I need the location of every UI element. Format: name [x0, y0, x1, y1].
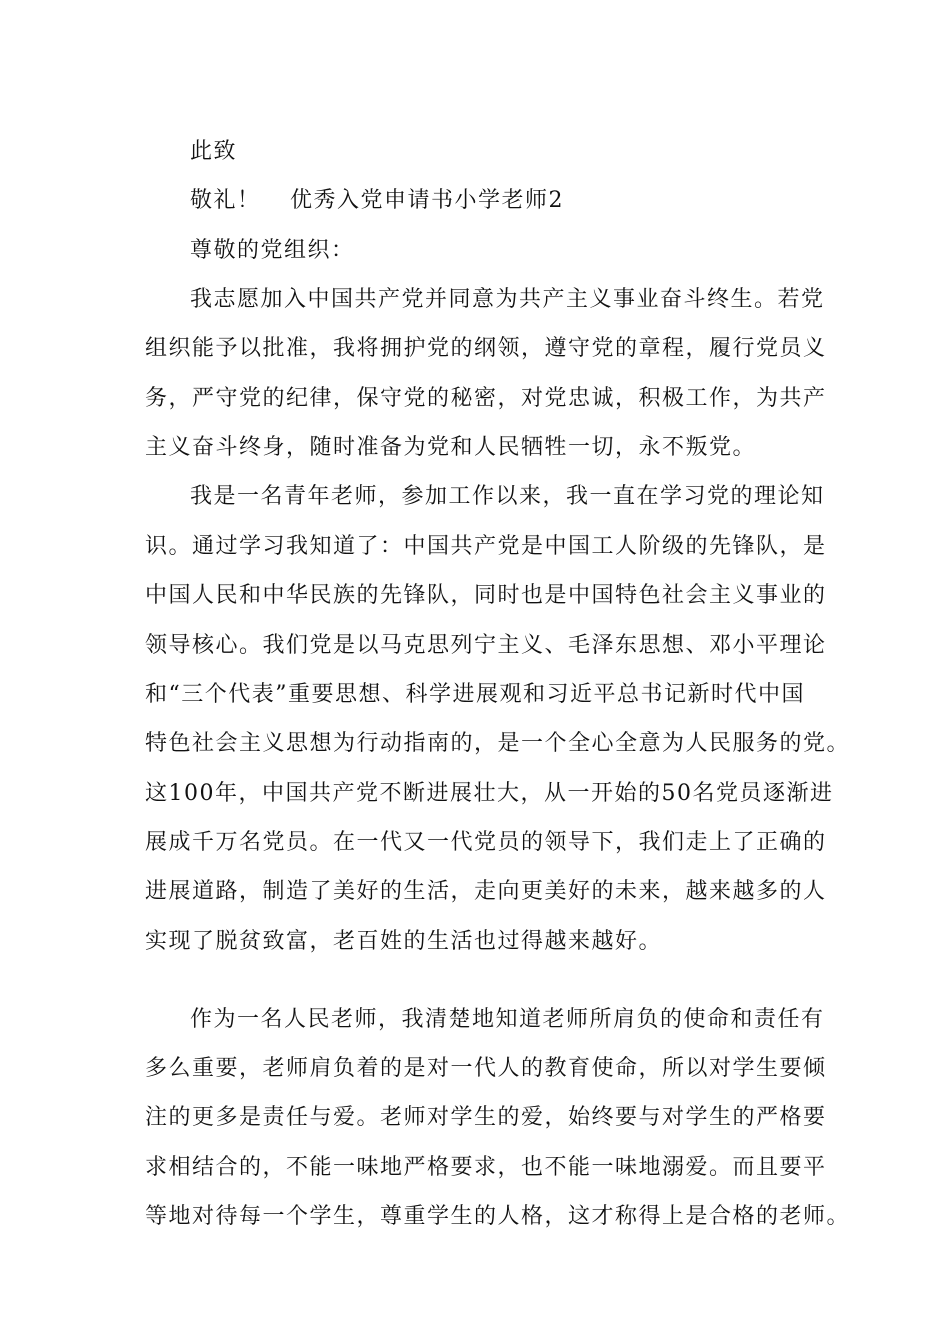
salutation: 尊敬的党组织：	[190, 238, 355, 263]
paragraph-line: 进展道路，制造了美好的生活，走向更美好的未来，越来越多的人	[145, 879, 827, 904]
closing-heading-line	[0, 181, 950, 221]
paragraph-line: 中国人民和中华民族的先锋队，同时也是中国特色社会主义事业的	[145, 583, 827, 608]
document-heading: 优秀入党申请书小学老师2	[290, 188, 564, 213]
paragraph-line: 实现了脱贫致富，老百姓的生活也过得越来越好。	[145, 929, 663, 954]
paragraph-line: 注的更多是责任与爱。老师对学生的爱，始终要与对学生的严格要	[145, 1105, 827, 1130]
paragraph-line: 等地对待每一个学生，尊重学生的人格，这才称得上是合格的老师。	[145, 1204, 851, 1229]
paragraph-line: 多么重要，老师肩负着的是对一代人的教育使命，所以对学生要倾	[145, 1056, 827, 1081]
closing-jingli: 敬礼！	[190, 188, 261, 213]
paragraph-line: 主义奋斗终身，随时准备为党和人民牺牲一切，永不叛党。	[145, 435, 757, 460]
closing-zhici: 此致	[190, 139, 238, 164]
paragraph-line: 这100年，中国共产党不断进展壮大，从一开始的50名党员逐渐进	[145, 781, 834, 806]
closing-line	[0, 132, 950, 172]
paragraph-line: 组织能予以批准，我将拥护党的纲领，遵守党的章程，履行党员义	[145, 336, 827, 361]
paragraph-line: 特色社会主义思想为行动指南的，是一个全心全意为人民服务的党。	[145, 731, 851, 756]
paragraph-line: 作为一名人民老师，我清楚地知道老师所肩负的使命和责任有	[190, 1007, 825, 1032]
paragraph-line: 识。通过学习我知道了：中国共产党是中国工人阶级的先锋队，是	[145, 534, 827, 559]
paragraph-line: 领导核心。我们党是以马克思列宁主义、毛泽东思想、邓小平理论	[145, 633, 827, 658]
paragraph-line: 求相结合的，不能一味地严格要求，也不能一味地溺爱。而且要平	[145, 1155, 827, 1180]
paragraph-line: 和“三个代表”重要思想、科学进展观和习近平总书记新时代中国	[145, 682, 805, 707]
paragraph-line: 我志愿加入中国共产党并同意为共产主义事业奋斗终生。若党	[190, 287, 825, 312]
paragraph-line: 我是一名青年老师，参加工作以来，我一直在学习党的理论知	[190, 484, 825, 509]
paragraph-line: 展成千万名党员。在一代又一代党员的领导下，我们走上了正确的	[145, 830, 827, 855]
paragraph-line: 务，严守党的纪律，保守党的秘密，对党忠诚，积极工作，为共产	[145, 386, 827, 411]
